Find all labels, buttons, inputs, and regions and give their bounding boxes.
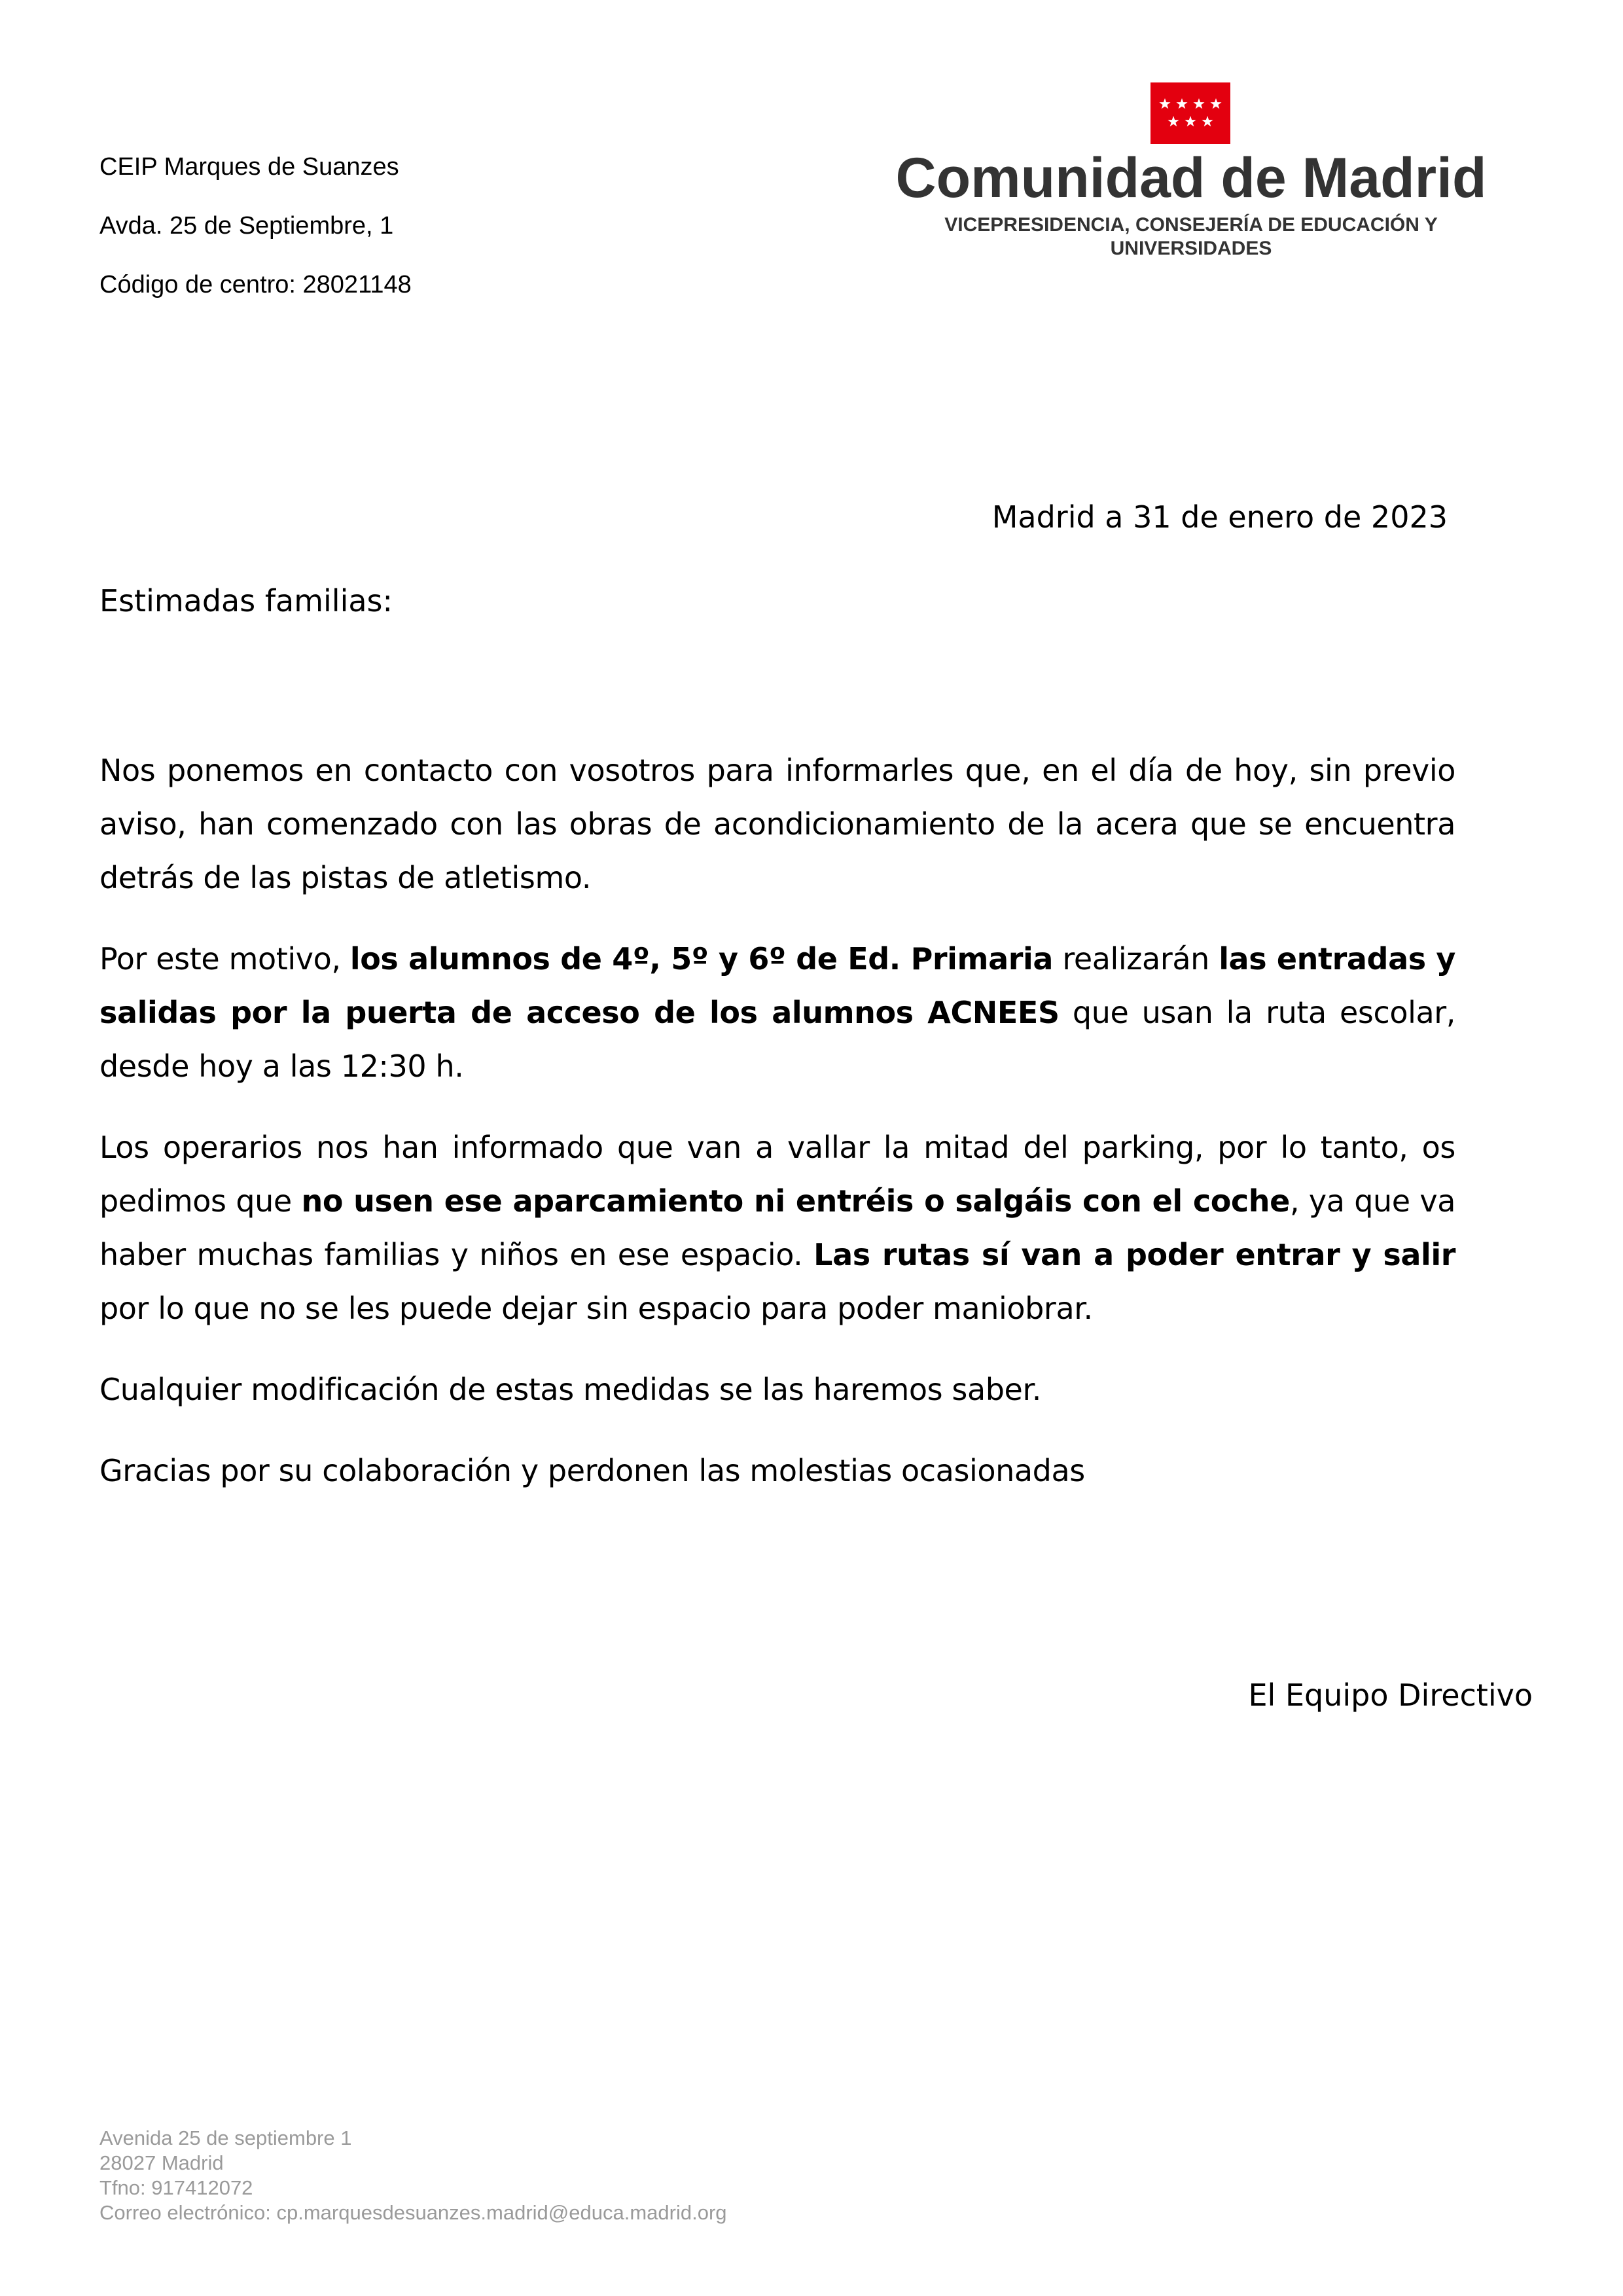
paragraph-2-text-3: que usan la ruta escolar, desde hoy a las 12:30 h. [99,995,1455,1084]
footer-address: Avenida 25 de septiembre 1 [99,2126,352,2149]
letter-date: Madrid a 31 de enero de 2023 [991,499,1448,535]
paragraph-3-text-2: , ya que va haber muchas familias y niños en ese espacio. [99,1183,1455,1272]
paragraph-2-text-2: realizarán [1053,941,1219,977]
footer [99,2126,727,2225]
paragraph-2-text-1: Por este motivo, [99,941,350,977]
paragraph-3-bold-1: no usen ese aparcamiento ni entréis o salgáis con el coche [301,1183,1290,1219]
paragraph-3 [99,1121,1455,1335]
school-info [99,137,412,314]
letter-body [99,744,1455,1525]
logo-name: Comunidad de Madrid [895,147,1487,209]
paragraph-3-text-3: por lo que no se les puede dejar sin espacio para poder maniobrar. [99,1291,1093,1326]
school-name: CEIP Marques de Suanzes [99,153,399,181]
paragraph-3-text-1: Los operarios nos han informado que van a vallar la mitad del parking, por lo tanto, os pedimos que [99,1130,1455,1219]
seven-stars-flag-icon [1150,82,1230,144]
signature: El Equipo Directivo [1248,1677,1533,1713]
logo-department-line1: VICEPRESIDENCIA, CONSEJERÍA DE EDUCACIÓN Y [944,214,1438,236]
paragraph-2-bold-2: las entradas y salidas por la puerta de acceso de los alumnos ACNEES [99,941,1455,1030]
paragraph-1: Nos ponemos en contacto con vosotros para informarles que, en el día de hoy, sin previo aviso, han comenzado con las obras de acondicionamiento de la acera que se encuentra detrás de las pistas de atletismo. [99,753,1455,895]
logo-department-line2: UNIVERSIDADES [1110,238,1272,259]
footer-city: 28027 Madrid [99,2151,224,2174]
paragraph-2-bold-1: los alumnos de 4º, 5º y 6º de Ed. Primaria [349,941,1054,977]
paragraph-5: Gracias por su colaboración y perdonen las molestias ocasionadas [99,1453,1085,1488]
footer-phone: Tfno: 917412072 [99,2176,253,2199]
paragraph-2 [99,932,1455,1093]
greeting: Estimadas familias: [99,583,393,619]
paragraph-4: Cualquier modificación de estas medidas se las haremos saber. [99,1372,1041,1407]
school-address: Avda. 25 de Septiembre, 1 [99,212,394,240]
logo-department [851,213,1531,260]
centre-code: Código de centro: 28021148 [99,271,412,298]
footer-email: Correo electrónico: cp.marquesdesuanzes.madrid@educa.madrid.org [99,2201,727,2224]
paragraph-3-bold-2: Las rutas sí van a poder entrar y salir [813,1237,1455,1272]
